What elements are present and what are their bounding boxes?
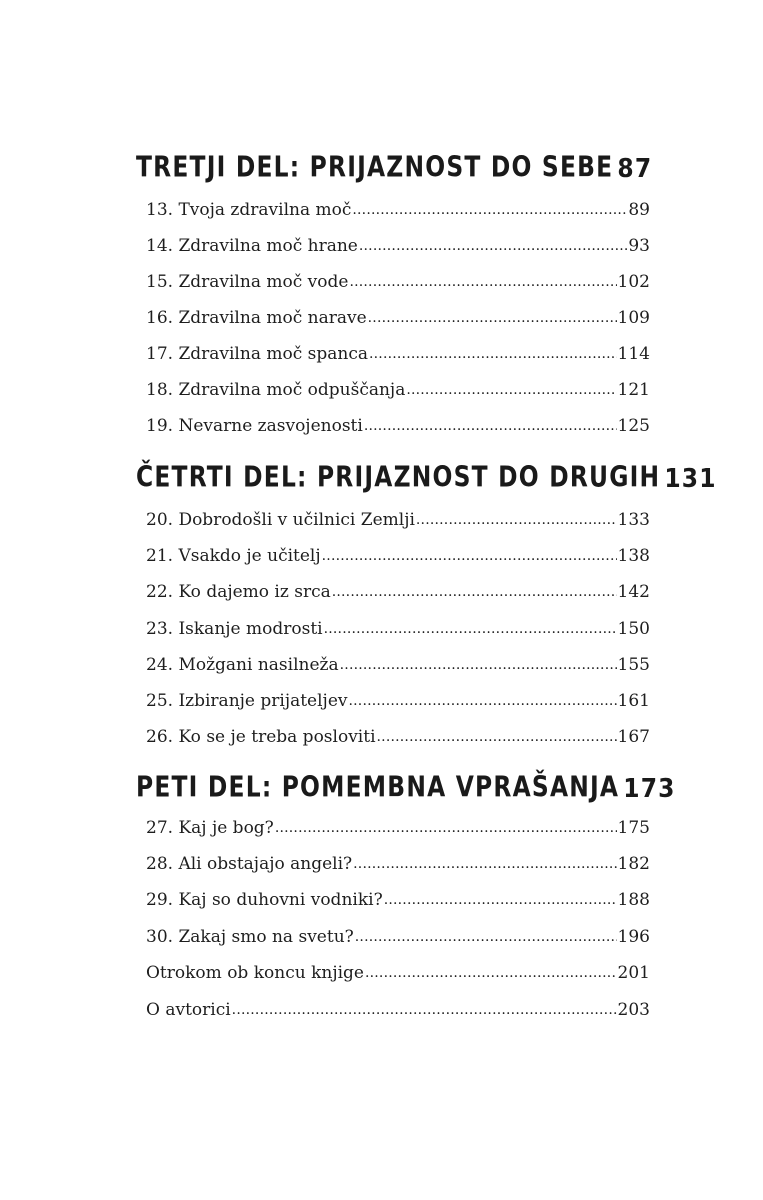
entry-page-number: 188 [617, 890, 650, 910]
dot-leader [365, 965, 617, 983]
dot-leader [275, 820, 617, 838]
entry-page-number: 196 [617, 927, 650, 947]
toc-entry [146, 540, 650, 566]
entry-page-number: 133 [617, 510, 650, 530]
entry-title: 26. Ko se je treba posloviti [146, 727, 376, 747]
toc-entry [146, 613, 650, 639]
dot-leader [322, 548, 617, 566]
dot-leader [340, 657, 617, 675]
entry-page-number: 182 [617, 854, 650, 874]
entry-title: 27. Kaj je bog? [146, 818, 274, 838]
dot-leader [353, 856, 616, 874]
dot-leader [232, 1002, 617, 1020]
dot-leader [352, 202, 627, 220]
toc-entry [146, 266, 650, 292]
entry-title: 25. Izbiranje prijateljev [146, 691, 348, 711]
dot-leader [377, 729, 617, 747]
entry-page-number: 203 [617, 1000, 650, 1020]
toc-entry [146, 374, 650, 400]
toc-entry [146, 994, 650, 1020]
entry-page-number: 142 [617, 582, 650, 602]
dot-leader [368, 310, 617, 328]
dot-leader [349, 274, 616, 292]
toc-entry [146, 721, 650, 747]
entry-title: Otrokom ob koncu knjige [146, 963, 364, 983]
toc-entry [146, 410, 650, 436]
entry-title: 21. Vsakdo je učitelj [146, 546, 321, 566]
entry-title: 15. Zdravilna moč vode [146, 272, 349, 292]
entry-title: 19. Nevarne zasvojenosti [146, 416, 363, 436]
dot-leader [359, 238, 627, 256]
entry-page-number: 138 [617, 546, 650, 566]
entry-title: 28. Ali obstajajo angeli? [146, 854, 353, 874]
toc-entry [146, 848, 650, 874]
dot-leader [324, 621, 617, 639]
section-page-number: 173 [623, 774, 676, 804]
section-heading [136, 150, 653, 184]
entry-page-number: 125 [617, 416, 650, 436]
dot-leader [369, 346, 617, 364]
dot-leader [364, 418, 617, 436]
toc-entry [146, 302, 650, 328]
section-page-number: 131 [664, 464, 717, 494]
entry-page-number: 155 [617, 655, 650, 675]
section-heading [136, 460, 717, 494]
entry-title: 13. Tvoja zdravilna moč [146, 200, 352, 220]
dot-leader [355, 929, 617, 947]
dot-leader [416, 512, 617, 530]
toc-entry [146, 957, 650, 983]
dot-leader [384, 892, 617, 910]
entry-page-number: 102 [617, 272, 650, 292]
entry-page-number: 161 [617, 691, 650, 711]
entry-page-number: 167 [617, 727, 650, 747]
entry-page-number: 109 [617, 308, 650, 328]
section-page-number: 87 [617, 154, 653, 184]
dot-leader [332, 584, 617, 602]
entry-title: 24. Možgani nasilneža [146, 655, 339, 675]
section-title: TRETJI DEL: PRIJAZNOST DO SEBE [136, 151, 614, 184]
dot-leader [406, 382, 616, 400]
entry-page-number: 201 [617, 963, 650, 983]
toc-entry [146, 685, 650, 711]
entry-title: 29. Kaj so duhovni vodniki? [146, 890, 383, 910]
entry-title: 23. Iskanje modrosti [146, 619, 323, 639]
section-heading [136, 770, 676, 804]
entry-page-number: 175 [617, 818, 650, 838]
entry-title: 20. Dobrodošli v učilnici Zemlji [146, 510, 415, 530]
toc-entry [146, 576, 650, 602]
entry-title: 30. Zakaj smo na svetu? [146, 927, 354, 947]
toc-entry [146, 230, 650, 256]
toc-entry [146, 338, 650, 364]
dot-leader [349, 693, 617, 711]
toc-entry [146, 504, 650, 530]
entry-page-number: 114 [617, 344, 650, 364]
toc-entry [146, 812, 650, 838]
entry-title: 14. Zdravilna moč hrane [146, 236, 358, 256]
toc-entry [146, 194, 650, 220]
section-title: PETI DEL: POMEMBNA VPRAŠANJA [136, 771, 620, 804]
entry-title: 17. Zdravilna moč spanca [146, 344, 368, 364]
entry-page-number: 89 [628, 200, 650, 220]
entry-title: 22. Ko dajemo iz srca [146, 582, 331, 602]
entry-page-number: 150 [617, 619, 650, 639]
toc-entry [146, 649, 650, 675]
entry-page-number: 93 [628, 236, 650, 256]
section-title: ČETRTI DEL: PRIJAZNOST DO DRUGIH [136, 461, 661, 494]
entry-title: 18. Zdravilna moč odpuščanja [146, 380, 406, 400]
toc-entry [146, 884, 650, 910]
toc-entry [146, 921, 650, 947]
entry-page-number: 121 [617, 380, 650, 400]
entry-title: O avtorici [146, 1000, 231, 1020]
entry-title: 16. Zdravilna moč narave [146, 308, 367, 328]
